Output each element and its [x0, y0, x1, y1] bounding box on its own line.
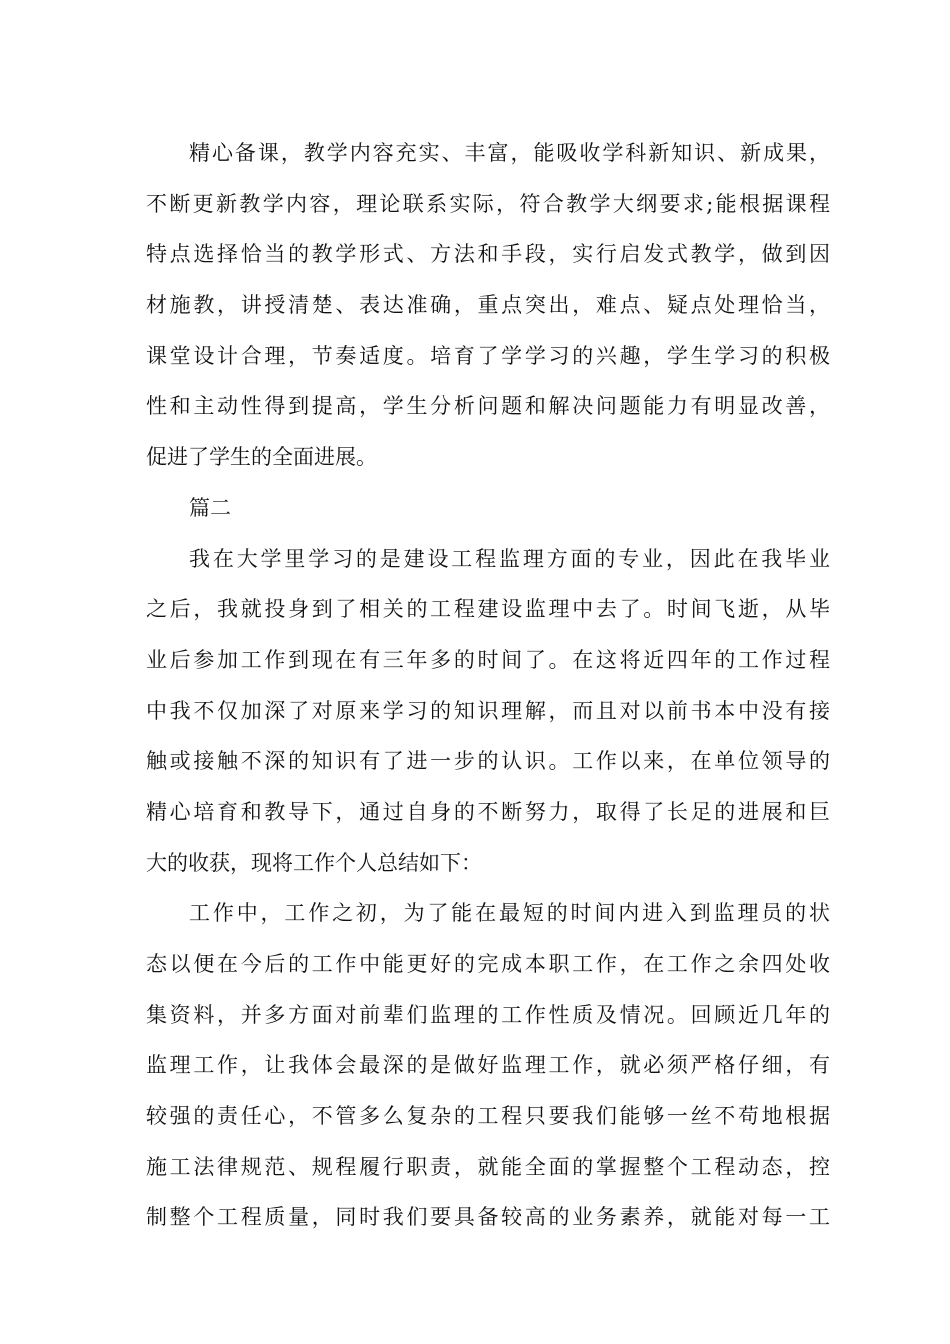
- text-line: 我在大学里学习的是建设工程监理方面的专业，因此在我毕业: [189, 546, 830, 571]
- document-body: [146, 128, 830, 1243]
- text-line: 精心备课，教学内容充实、丰富，能吸收学科新知识、新成果，: [189, 141, 830, 165]
- text-line: 中我不仅加深了对原来学习的知识理解，而且对以前书本中没有接: [146, 698, 830, 723]
- text-line: 触或接触不深的知识有了进一步的认识。工作以来，在单位领导的: [146, 749, 830, 774]
- text-line: 较强的责任心，不管多么复杂的工程只要我们能够一丝不苟地根据: [146, 1104, 830, 1129]
- text-line: 课堂设计合理，节奏适度。培育了学学习的兴趣，学生学习的积极: [146, 343, 830, 368]
- text-line: 材施教，讲授清楚、表达准确，重点突出，难点、疑点处理恰当，: [146, 293, 830, 318]
- section-heading-text: 篇二: [189, 495, 231, 520]
- text-line: 之后，我就投身到了相关的工程建设监理中去了。时间飞逝，从毕: [146, 597, 830, 622]
- text-line: 制整个工程质量，同时我们要具备较高的业务素养，就能对每一工: [146, 1205, 830, 1230]
- text-line: 大的收获，现将工作个人总结如下：: [146, 850, 482, 875]
- paragraph-introduction: [146, 534, 830, 889]
- text-line: 工作中，工作之初，为了能在最短的时间内进入到监理员的状: [189, 901, 830, 926]
- text-line: 促进了学生的全面进展。: [146, 445, 377, 470]
- text-line: 监理工作，让我体会最深的是做好监理工作，就必须严格仔细，有: [146, 1053, 830, 1078]
- section-heading: [146, 483, 830, 534]
- text-line: 精心培育和教导下，通过自身的不断努力，取得了长足的进展和巨: [146, 799, 830, 824]
- text-line: 特点选择恰当的教学形式、方法和手段，实行启发式教学，做到因: [146, 242, 830, 267]
- text-line: 业后参加工作到现在有三年多的时间了。在这将近四年的工作过程: [146, 647, 830, 672]
- paragraph-work-experience: [146, 888, 830, 1243]
- text-line: 性和主动性得到提高，学生分析问题和解决问题能力有明显改善，: [146, 394, 830, 419]
- paragraph-teaching-summary: [146, 128, 830, 483]
- text-line: 集资料，并多方面对前辈们监理的工作性质及情况。回顾近几年的: [146, 1002, 830, 1027]
- text-line: 施工法律规范、规程履行职责，就能全面的掌握整个工程动态，控: [146, 1154, 830, 1179]
- text-line: 不断更新教学内容，理论联系实际，符合教学大纲要求;能根据课程: [146, 191, 830, 216]
- text-line: 态以便在今后的工作中能更好的完成本职工作，在工作之余四处收: [146, 952, 830, 976]
